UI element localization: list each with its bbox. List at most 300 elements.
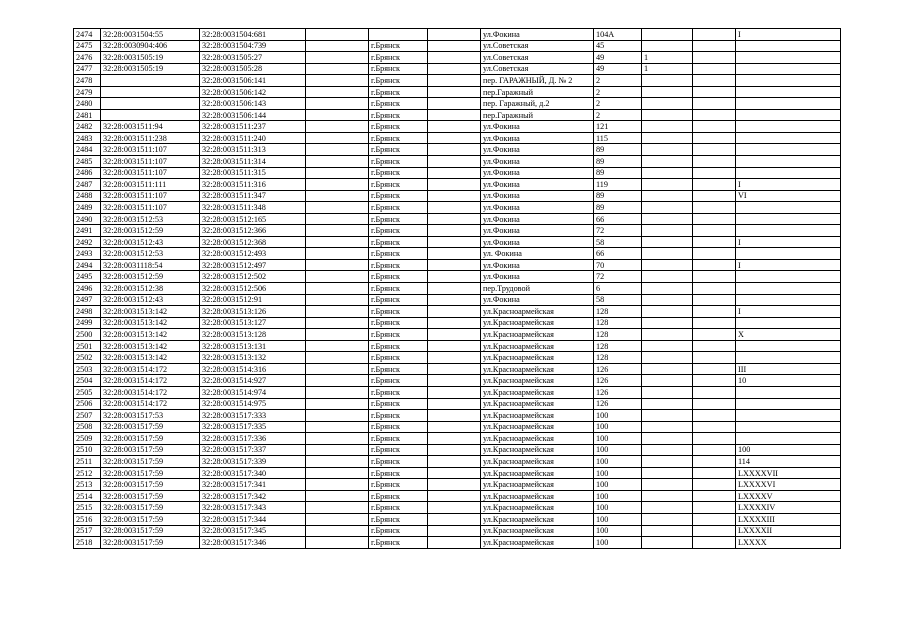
cell-column-6	[428, 167, 481, 179]
cell-object-cadastral-number: 32:28:0031514:927	[200, 375, 306, 387]
cell-object-cadastral-number: 32:28:0031513:128	[200, 329, 306, 341]
cell-row-number: 2506	[74, 398, 101, 410]
cell-parcel-cadastral-number: 32:28:0031505:19	[101, 52, 200, 64]
table-row	[74, 121, 841, 133]
cell-row-number: 2482	[74, 121, 101, 133]
cell-city	[369, 29, 428, 41]
cell-parcel-cadastral-number: 32:28:0031517:59	[101, 433, 200, 445]
table-row	[74, 167, 841, 179]
cell-column-4	[306, 202, 369, 214]
table-row	[74, 410, 841, 422]
cell-parcel-cadastral-number: 32:28:0031511:107	[101, 144, 200, 156]
cell-column-4	[306, 386, 369, 398]
cell-object-cadastral-number: 32:28:0031513:127	[200, 317, 306, 329]
table-row	[74, 444, 841, 456]
cell-row-number: 2501	[74, 340, 101, 352]
cell-house-number: 49	[594, 52, 642, 64]
cell-house-number: 100	[594, 502, 642, 514]
table-row	[74, 456, 841, 468]
cell-column-4	[306, 340, 369, 352]
cell-column-6	[428, 329, 481, 341]
cell-city: г.Брянск	[369, 317, 428, 329]
table-row	[74, 144, 841, 156]
cell-parcel-cadastral-number: 32:28:0031512:59	[101, 225, 200, 237]
table-row	[74, 29, 841, 41]
cell-column-4	[306, 132, 369, 144]
cell-building	[642, 479, 693, 491]
cell-row-number: 2508	[74, 421, 101, 433]
table-row	[74, 86, 841, 98]
cell-building	[642, 525, 693, 537]
cell-city: г.Брянск	[369, 375, 428, 387]
cell-object-cadastral-number: 32:28:0031511:347	[200, 190, 306, 202]
cell-parcel-cadastral-number: 32:28:0031512:43	[101, 294, 200, 306]
cell-street: ул.Фокина	[481, 156, 594, 168]
cell-row-number: 2474	[74, 29, 101, 41]
cell-column-6	[428, 156, 481, 168]
cell-city: г.Брянск	[369, 236, 428, 248]
cell-column-4	[306, 259, 369, 271]
cell-street: ул.Красноармейская	[481, 352, 594, 364]
table-row	[74, 386, 841, 398]
cell-column-4	[306, 190, 369, 202]
cell-column-10	[693, 525, 736, 537]
cell-column-10	[693, 479, 736, 491]
cell-object-cadastral-number: 32:28:0031505:27	[200, 52, 306, 64]
cell-building	[642, 513, 693, 525]
cell-column-10	[693, 537, 736, 549]
cell-building: 1	[642, 52, 693, 64]
cell-building	[642, 40, 693, 52]
cell-building	[642, 421, 693, 433]
cell-building	[642, 363, 693, 375]
table-row	[74, 340, 841, 352]
cell-object-cadastral-number: 32:28:0031517:333	[200, 410, 306, 422]
cell-building	[642, 98, 693, 110]
cell-row-number: 2512	[74, 467, 101, 479]
cell-house-number: 45	[594, 40, 642, 52]
table-row	[74, 352, 841, 364]
cell-column-4	[306, 479, 369, 491]
cell-city: г.Брянск	[369, 456, 428, 468]
cell-street: ул.Фокина	[481, 132, 594, 144]
cell-object-cadastral-number: 32:28:0031513:132	[200, 352, 306, 364]
cell-building	[642, 236, 693, 248]
cell-premises-number	[736, 421, 841, 433]
cell-house-number: 72	[594, 225, 642, 237]
cell-row-number: 2495	[74, 271, 101, 283]
cell-premises-number	[736, 271, 841, 283]
cell-column-4	[306, 271, 369, 283]
cell-column-6	[428, 479, 481, 491]
cell-premises-number: I	[736, 306, 841, 318]
cell-building	[642, 294, 693, 306]
cell-street: ул.Советская	[481, 40, 594, 52]
cell-house-number: 126	[594, 363, 642, 375]
cell-column-6	[428, 456, 481, 468]
cell-parcel-cadastral-number: 32:28:0031517:59	[101, 513, 200, 525]
cell-column-6	[428, 306, 481, 318]
cell-object-cadastral-number: 32:28:0031505:28	[200, 63, 306, 75]
cell-column-10	[693, 513, 736, 525]
cell-city: г.Брянск	[369, 513, 428, 525]
cell-column-4	[306, 144, 369, 156]
cell-building	[642, 375, 693, 387]
cell-city: г.Брянск	[369, 75, 428, 87]
cell-city: г.Брянск	[369, 109, 428, 121]
cell-column-10	[693, 109, 736, 121]
cell-column-6	[428, 317, 481, 329]
cell-city: г.Брянск	[369, 225, 428, 237]
cell-column-4	[306, 467, 369, 479]
cell-premises-number	[736, 98, 841, 110]
cell-building	[642, 144, 693, 156]
cell-object-cadastral-number: 32:28:0031517:341	[200, 479, 306, 491]
table-row	[74, 52, 841, 64]
cell-street: пер.Гаражный	[481, 86, 594, 98]
cell-city: г.Брянск	[369, 156, 428, 168]
cell-house-number: 70	[594, 259, 642, 271]
cell-street: ул.Красноармейская	[481, 363, 594, 375]
cell-building	[642, 179, 693, 191]
cell-premises-number	[736, 352, 841, 364]
cell-parcel-cadastral-number: 32:28:0031505:19	[101, 63, 200, 75]
cell-parcel-cadastral-number: 32:28:0031517:59	[101, 525, 200, 537]
cell-premises-number	[736, 52, 841, 64]
cell-column-10	[693, 52, 736, 64]
cell-parcel-cadastral-number: 32:28:0031514:172	[101, 386, 200, 398]
cell-city: г.Брянск	[369, 248, 428, 260]
cell-house-number: 6	[594, 283, 642, 295]
cell-premises-number	[736, 63, 841, 75]
table-row	[74, 502, 841, 514]
cell-parcel-cadastral-number	[101, 86, 200, 98]
cell-city: г.Брянск	[369, 167, 428, 179]
registry-table-body	[74, 29, 841, 549]
table-row	[74, 421, 841, 433]
cell-object-cadastral-number: 32:28:0031512:368	[200, 236, 306, 248]
cell-house-number: 2	[594, 86, 642, 98]
table-row	[74, 132, 841, 144]
cell-premises-number: LXXXXVII	[736, 467, 841, 479]
cell-house-number: 66	[594, 213, 642, 225]
cell-column-4	[306, 86, 369, 98]
cell-premises-number: I	[736, 236, 841, 248]
cell-building	[642, 340, 693, 352]
cell-row-number: 2496	[74, 283, 101, 295]
cell-house-number: 128	[594, 329, 642, 341]
cell-object-cadastral-number: 32:28:0031517:345	[200, 525, 306, 537]
cell-object-cadastral-number: 32:28:0031511:316	[200, 179, 306, 191]
cell-row-number: 2490	[74, 213, 101, 225]
cell-parcel-cadastral-number: 32:28:0031512:38	[101, 283, 200, 295]
cell-object-cadastral-number: 32:28:0031511:313	[200, 144, 306, 156]
cell-premises-number	[736, 213, 841, 225]
cell-street: ул.Красноармейская	[481, 456, 594, 468]
cell-object-cadastral-number: 32:28:0031506:142	[200, 86, 306, 98]
cell-column-4	[306, 75, 369, 87]
cell-row-number: 2505	[74, 386, 101, 398]
cell-city: г.Брянск	[369, 132, 428, 144]
cell-column-10	[693, 317, 736, 329]
cell-street: ул.Красноармейская	[481, 513, 594, 525]
cell-city: г.Брянск	[369, 421, 428, 433]
cell-column-6	[428, 294, 481, 306]
table-row	[74, 156, 841, 168]
cell-column-10	[693, 398, 736, 410]
cell-street: ул.Красноармейская	[481, 375, 594, 387]
cell-column-4	[306, 410, 369, 422]
cell-row-number: 2514	[74, 490, 101, 502]
cell-column-6	[428, 271, 481, 283]
cell-premises-number	[736, 109, 841, 121]
cell-building	[642, 352, 693, 364]
cell-column-6	[428, 213, 481, 225]
cell-premises-number: I	[736, 179, 841, 191]
cell-street: ул.Красноармейская	[481, 525, 594, 537]
cell-column-10	[693, 329, 736, 341]
cell-city: г.Брянск	[369, 340, 428, 352]
cell-object-cadastral-number: 32:28:0031517:340	[200, 467, 306, 479]
cell-parcel-cadastral-number: 32:28:0031517:59	[101, 479, 200, 491]
cell-parcel-cadastral-number	[101, 75, 200, 87]
cell-column-4	[306, 29, 369, 41]
cell-house-number: 2	[594, 109, 642, 121]
cell-house-number: 89	[594, 156, 642, 168]
cell-parcel-cadastral-number: 32:28:0031511:107	[101, 202, 200, 214]
cell-column-6	[428, 502, 481, 514]
cell-row-number: 2515	[74, 502, 101, 514]
cell-building	[642, 410, 693, 422]
cell-column-6	[428, 248, 481, 260]
table-row	[74, 467, 841, 479]
cell-building	[642, 156, 693, 168]
cell-building: 1	[642, 63, 693, 75]
cell-premises-number	[736, 121, 841, 133]
cell-street: ул.Красноармейская	[481, 537, 594, 549]
cell-building	[642, 502, 693, 514]
cell-column-6	[428, 225, 481, 237]
cell-column-6	[428, 179, 481, 191]
cell-street: ул.Советская	[481, 63, 594, 75]
cell-parcel-cadastral-number: 32:28:0031512:53	[101, 248, 200, 260]
cell-column-10	[693, 410, 736, 422]
cell-street: ул.Фокина	[481, 190, 594, 202]
table-row	[74, 98, 841, 110]
cell-street: ул.Фокина	[481, 29, 594, 41]
cell-row-number: 2499	[74, 317, 101, 329]
cell-building	[642, 202, 693, 214]
cell-column-4	[306, 490, 369, 502]
table-row	[74, 40, 841, 52]
cell-column-4	[306, 525, 369, 537]
table-row	[74, 317, 841, 329]
cell-street: ул.Красноармейская	[481, 502, 594, 514]
cell-column-6	[428, 398, 481, 410]
cell-column-10	[693, 213, 736, 225]
cell-parcel-cadastral-number: 32:28:0031511:94	[101, 121, 200, 133]
cell-premises-number	[736, 225, 841, 237]
cell-column-4	[306, 236, 369, 248]
table-row	[74, 479, 841, 491]
cell-column-6	[428, 444, 481, 456]
cell-row-number: 2507	[74, 410, 101, 422]
cell-building	[642, 167, 693, 179]
cell-column-6	[428, 421, 481, 433]
cell-building	[642, 75, 693, 87]
cell-street: ул.Красноармейская	[481, 386, 594, 398]
cell-column-10	[693, 40, 736, 52]
cell-parcel-cadastral-number: 32:28:0031512:43	[101, 236, 200, 248]
cell-building	[642, 317, 693, 329]
cell-column-6	[428, 121, 481, 133]
cell-city: г.Брянск	[369, 537, 428, 549]
cell-building	[642, 29, 693, 41]
cell-street: ул.Красноармейская	[481, 340, 594, 352]
cell-column-4	[306, 248, 369, 260]
cell-city: г.Брянск	[369, 213, 428, 225]
cell-parcel-cadastral-number: 32:28:0031513:142	[101, 329, 200, 341]
cell-column-6	[428, 467, 481, 479]
cell-premises-number	[736, 248, 841, 260]
cell-city: г.Брянск	[369, 479, 428, 491]
table-row	[74, 490, 841, 502]
cell-house-number: 89	[594, 190, 642, 202]
cell-city: г.Брянск	[369, 433, 428, 445]
cell-house-number: 115	[594, 132, 642, 144]
cell-premises-number: LXXXX	[736, 537, 841, 549]
cell-column-4	[306, 63, 369, 75]
cell-column-10	[693, 259, 736, 271]
cell-premises-number	[736, 202, 841, 214]
cell-column-10	[693, 340, 736, 352]
cell-object-cadastral-number: 32:28:0031512:506	[200, 283, 306, 295]
cell-parcel-cadastral-number: 32:28:0031511:238	[101, 132, 200, 144]
cell-street: ул. Фокина	[481, 248, 594, 260]
cell-column-10	[693, 467, 736, 479]
cell-column-10	[693, 444, 736, 456]
cell-street: ул.Красноармейская	[481, 329, 594, 341]
cell-parcel-cadastral-number: 32:28:0031118:54	[101, 259, 200, 271]
cell-column-10	[693, 75, 736, 87]
table-row	[74, 109, 841, 121]
cell-row-number: 2511	[74, 456, 101, 468]
cell-premises-number	[736, 132, 841, 144]
cell-column-6	[428, 29, 481, 41]
cell-city: г.Брянск	[369, 306, 428, 318]
cell-column-6	[428, 132, 481, 144]
cell-column-10	[693, 202, 736, 214]
cell-building	[642, 456, 693, 468]
cell-row-number: 2487	[74, 179, 101, 191]
table-row	[74, 236, 841, 248]
cell-column-4	[306, 283, 369, 295]
cell-column-10	[693, 283, 736, 295]
cell-column-4	[306, 225, 369, 237]
cell-city: г.Брянск	[369, 329, 428, 341]
cell-street: ул.Красноармейская	[481, 421, 594, 433]
cell-city: г.Брянск	[369, 179, 428, 191]
cell-street: ул.Красноармейская	[481, 410, 594, 422]
cell-column-10	[693, 363, 736, 375]
cell-building	[642, 132, 693, 144]
cell-city: г.Брянск	[369, 98, 428, 110]
cell-row-number: 2477	[74, 63, 101, 75]
cell-column-6	[428, 410, 481, 422]
cell-building	[642, 86, 693, 98]
cell-column-4	[306, 513, 369, 525]
cell-column-10	[693, 271, 736, 283]
cell-column-10	[693, 236, 736, 248]
cell-object-cadastral-number: 32:28:0031511:314	[200, 156, 306, 168]
cell-house-number: 128	[594, 306, 642, 318]
cell-building	[642, 329, 693, 341]
cell-row-number: 2509	[74, 433, 101, 445]
cell-row-number: 2500	[74, 329, 101, 341]
cell-house-number: 89	[594, 144, 642, 156]
cell-row-number: 2491	[74, 225, 101, 237]
cell-street: ул.Фокина	[481, 259, 594, 271]
cell-column-10	[693, 86, 736, 98]
table-row	[74, 375, 841, 387]
cell-parcel-cadastral-number: 32:28:0031514:172	[101, 363, 200, 375]
cell-street: ул.Фокина	[481, 179, 594, 191]
cell-column-10	[693, 29, 736, 41]
cell-building	[642, 271, 693, 283]
cell-house-number: 104А	[594, 29, 642, 41]
cell-premises-number	[736, 317, 841, 329]
cell-street: ул.Фокина	[481, 144, 594, 156]
cell-object-cadastral-number: 32:28:0031514:974	[200, 386, 306, 398]
cell-column-4	[306, 456, 369, 468]
table-row	[74, 63, 841, 75]
cell-row-number: 2502	[74, 352, 101, 364]
cell-building	[642, 259, 693, 271]
cell-column-4	[306, 294, 369, 306]
cell-house-number: 100	[594, 513, 642, 525]
cell-column-10	[693, 421, 736, 433]
cell-house-number: 121	[594, 121, 642, 133]
cell-street: ул.Фокина	[481, 225, 594, 237]
cell-house-number: 100	[594, 410, 642, 422]
cell-parcel-cadastral-number: 32:28:0031514:172	[101, 398, 200, 410]
cell-column-4	[306, 52, 369, 64]
cell-column-6	[428, 375, 481, 387]
cell-city: г.Брянск	[369, 444, 428, 456]
cell-column-6	[428, 190, 481, 202]
cell-parcel-cadastral-number: 32:28:0031513:142	[101, 352, 200, 364]
cell-column-4	[306, 433, 369, 445]
cell-premises-number: I	[736, 259, 841, 271]
cell-street: ул.Фокина	[481, 236, 594, 248]
cell-parcel-cadastral-number: 32:28:0031517:59	[101, 502, 200, 514]
cell-city: г.Брянск	[369, 271, 428, 283]
cell-object-cadastral-number: 32:28:0031517:346	[200, 537, 306, 549]
cell-object-cadastral-number: 32:28:0031512:493	[200, 248, 306, 260]
cell-street: ул.Фокина	[481, 121, 594, 133]
cell-street: ул.Красноармейская	[481, 479, 594, 491]
cell-premises-number	[736, 410, 841, 422]
cell-column-6	[428, 86, 481, 98]
cell-column-10	[693, 144, 736, 156]
cell-column-10	[693, 490, 736, 502]
table-row	[74, 294, 841, 306]
cell-premises-number	[736, 156, 841, 168]
cell-building	[642, 213, 693, 225]
cell-row-number: 2497	[74, 294, 101, 306]
cell-column-10	[693, 456, 736, 468]
cell-row-number: 2493	[74, 248, 101, 260]
